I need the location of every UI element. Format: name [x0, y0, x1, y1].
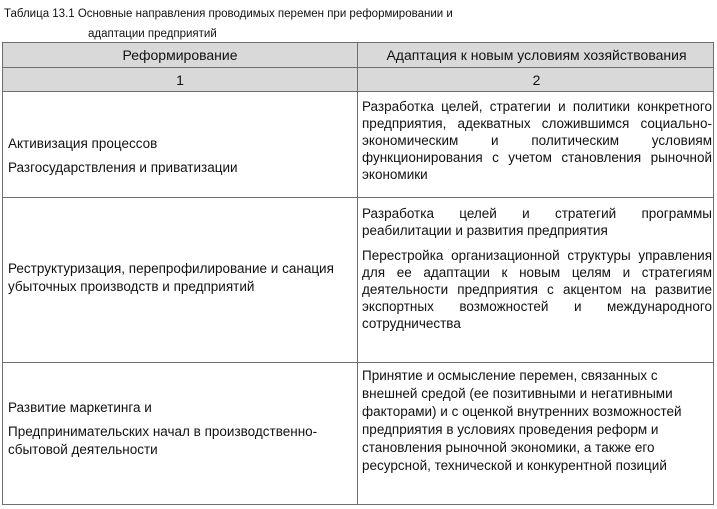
row3-reform-cell [8, 399, 353, 465]
table-row [2, 362, 714, 505]
header-reform: Реформирование [122, 47, 238, 63]
column-divider [357, 92, 358, 197]
table-header-row [2, 42, 714, 68]
row1-adaptation-cell: Разработка целей, стратегии и политики конкретного предприятия, адекватных сложившимся социально-экономическим и политическим условиям функционирования с учетом становления рыночной экономики [362, 99, 712, 182]
column-divider [357, 198, 358, 362]
column-divider [357, 363, 358, 504]
row1-reform-line2: Разгосударствления и приватизации [8, 160, 238, 175]
row3-reform-line2: Предпринимательских начал в производственно-сбытовой деятельности [8, 424, 318, 457]
table-number-row [2, 67, 714, 92]
table-row [2, 197, 714, 363]
table-row [2, 91, 714, 198]
row2-reform-cell: Реструктуризация, перепрофилирование и санация убыточных производств и предприятий [8, 261, 334, 294]
row2-adaptation-p2: Перестройка организационной структуры управления для ее адаптации к новым целям и стратегиям деятельности предприятия с акцентом на развитие экспортных возможностей и международного сотрудничества [362, 248, 712, 331]
row1-reform-line1: Активизация процессов [8, 136, 158, 151]
column-number-2: 2 [532, 71, 541, 88]
row2-adaptation-p1: Разработка целей и стратегий программы реабилитации и развития предприятия [362, 206, 712, 238]
header-adaptation: Адаптация к новым условиям хозяйствования [386, 47, 687, 63]
row1-reform-cell [8, 135, 353, 183]
table-caption-line1: Таблица 13.1 Основные направления проводимых перемен при реформировании и [4, 8, 453, 20]
row3-adaptation-cell: Принятие и осмысление перемен, связанных с внешней средой (ее позитивными и негативными факторами) и с оценкой внутренних возможностей предприятия в условиях проведения реформ и становления рыночной экономики, а также его ресурсной, технической и конкурентной позиций [362, 368, 682, 473]
column-number-1: 1 [176, 71, 184, 88]
row3-reform-line1: Развитие маркетинга и [8, 400, 152, 415]
table-caption-line2: адаптации предприятий [88, 28, 217, 40]
